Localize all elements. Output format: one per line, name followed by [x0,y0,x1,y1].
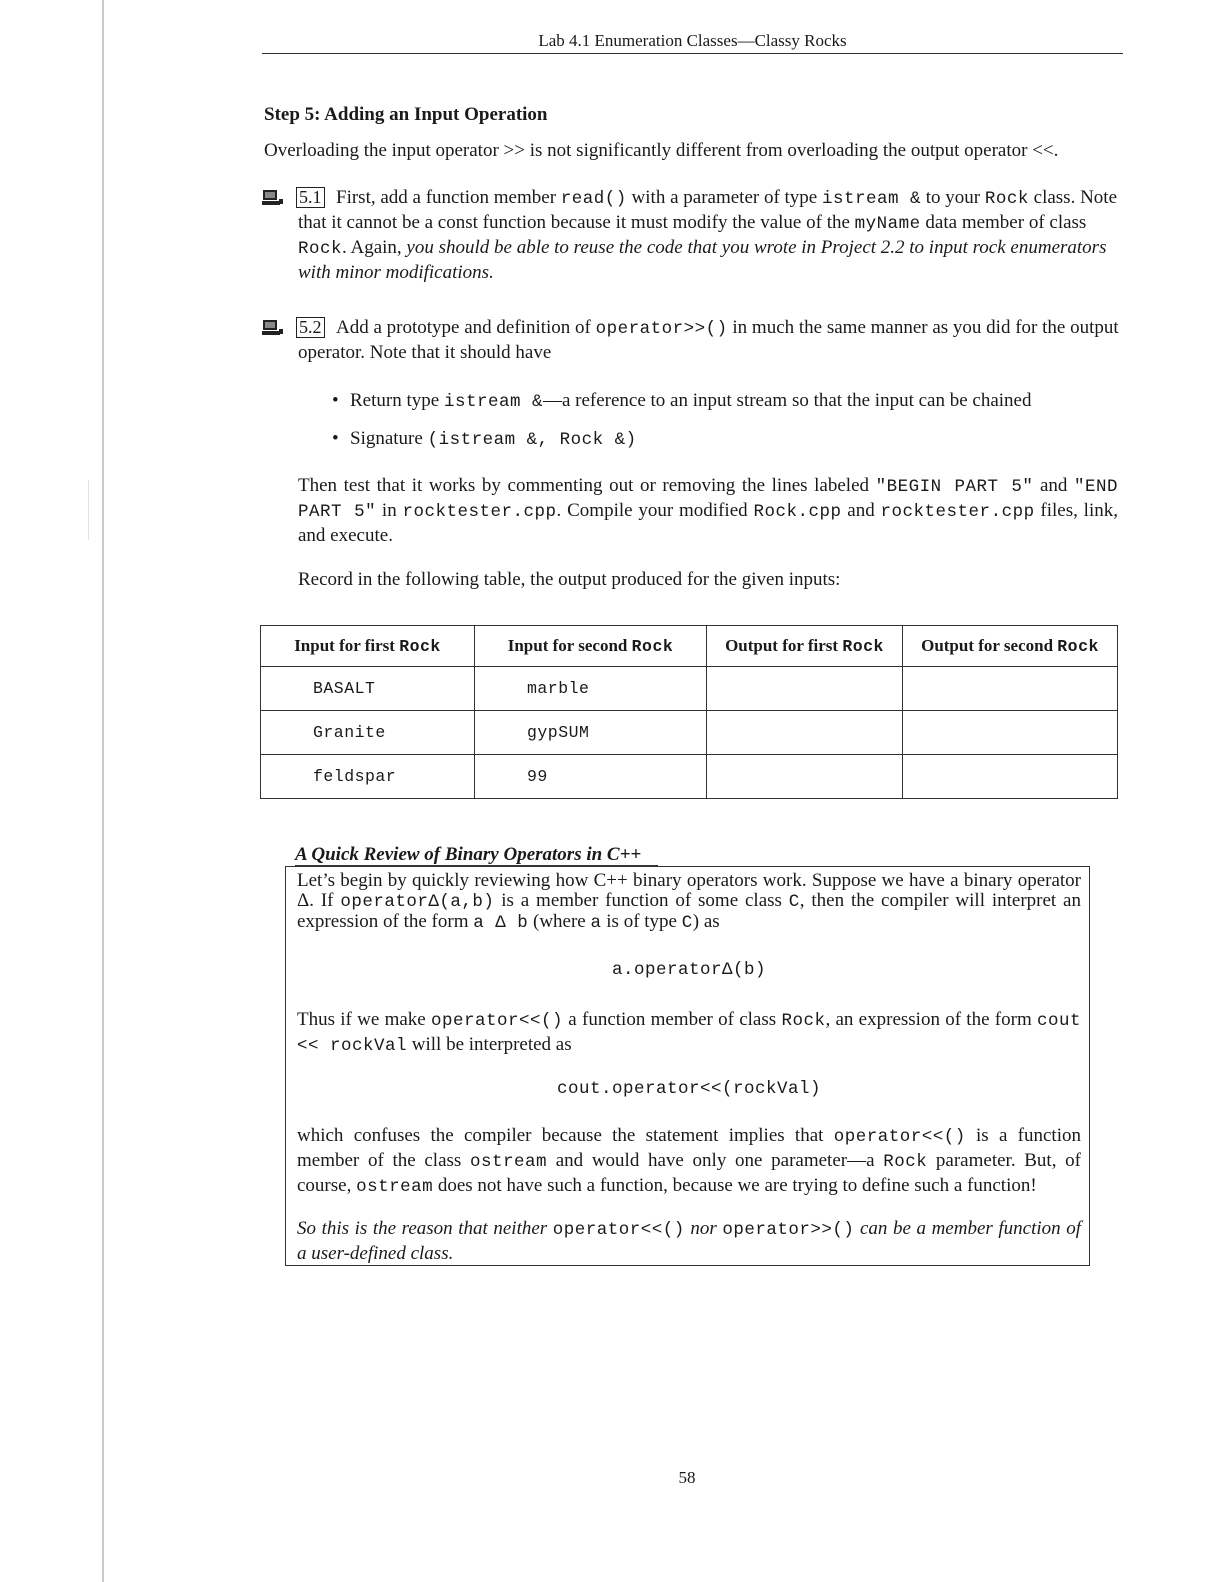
review-conclusion: So this is the reason that neither operator<<() nor operator>>() can be a member function of a user-defined class. [297,1218,1081,1264]
output-first-cell[interactable] [707,711,903,755]
task-text: Add a prototype and definition of operator>>() in much the same manner as you did for the output operator. Note that it should have [298,317,1119,363]
table-row [261,667,1118,711]
input-second-cell: marble [475,667,707,711]
input-first-cell: feldspar [261,755,475,799]
review-paragraph-1: Let’s begin by quickly reviewing how C++ binary operators work. Suppose we have a binary operator Δ. If operatorΔ(a,b) is a member function of some class C, then the compiler will interpret an expression of the form a Δ b (where a is of type C) as [297,870,1081,933]
column-header: Output for second Rock [903,626,1118,667]
code-example-2: cout.operator<<(rockVal) [556,1079,822,1099]
code-example-1: a.operatorΔ(b) [611,960,767,980]
task-5-1 [262,186,1122,285]
computer-icon [262,320,284,336]
review-paragraph-3: which confuses the compiler because the statement implies that operator<<() is a function member of the class ostream and would have only one parameter—a Rock parameter. But, of course, ostream does not have such a function, because we are trying to define such a function! [297,1125,1081,1197]
task-5-2 [262,316,1122,365]
column-header: Output for first Rock [707,626,903,667]
intro-paragraph: Overloading the input operator >> is not significantly different from overloading the output operator <<. [264,140,1059,161]
column-header: Input for first Rock [261,626,475,667]
input-second-cell: gypSUM [475,711,707,755]
running-header: Lab 4.1 Enumeration Classes—Classy Rocks [538,31,847,50]
list-item: • Signature (istream &, Rock &) [332,427,1112,451]
input-first-cell: Granite [261,711,475,755]
requirements-list [332,389,1112,451]
header-rule [262,53,1123,54]
output-first-cell[interactable] [707,755,903,799]
table-row [261,711,1118,755]
table-instructions: Record in the following table, the output produced for the given inputs: [298,569,841,590]
step-heading: Step 5: Adding an Input Operation [264,104,548,125]
computer-icon [262,190,284,206]
input-first-cell: BASALT [261,667,475,711]
output-first-cell[interactable] [707,667,903,711]
page-number: 58 [678,1468,696,1487]
output-second-cell[interactable] [903,711,1118,755]
review-title: A Quick Review of Binary Operators in C++ [295,844,642,865]
column-header: Input for second Rock [475,626,707,667]
task-number: 5.1 [296,187,325,208]
task-text: First, add a function member read() with a parameter of type istream & to your Rock class. Note that it cannot be a const function because it must modify the value of the myName data member of class Rock. Again, you should be able to reuse the code that you wrote in Project 2.2 to input rock enumerators with minor modifications. [298,187,1118,283]
page-margin-mark [88,480,89,540]
output-second-cell[interactable] [903,667,1118,711]
task-number: 5.2 [296,317,325,338]
test-instructions: Then test that it works by commenting out or removing the lines labeled "BEGIN PART 5" and "END PART 5" in rocktester.cpp. Compile your modified Rock.cpp and rocktester.cpp files, link, and execute. [298,475,1118,546]
output-second-cell[interactable] [903,755,1118,799]
list-item: • Return type istream &—a reference to an input stream so that the input can be chained [332,389,1112,413]
page-binding-edge [102,0,104,1582]
input-second-cell: 99 [475,755,707,799]
review-paragraph-2: Thus if we make operator<<() a function member of class Rock, an expression of the form cout << rockVal will be interpreted as [297,1009,1082,1056]
table-row [261,755,1118,799]
results-table [260,625,1118,799]
